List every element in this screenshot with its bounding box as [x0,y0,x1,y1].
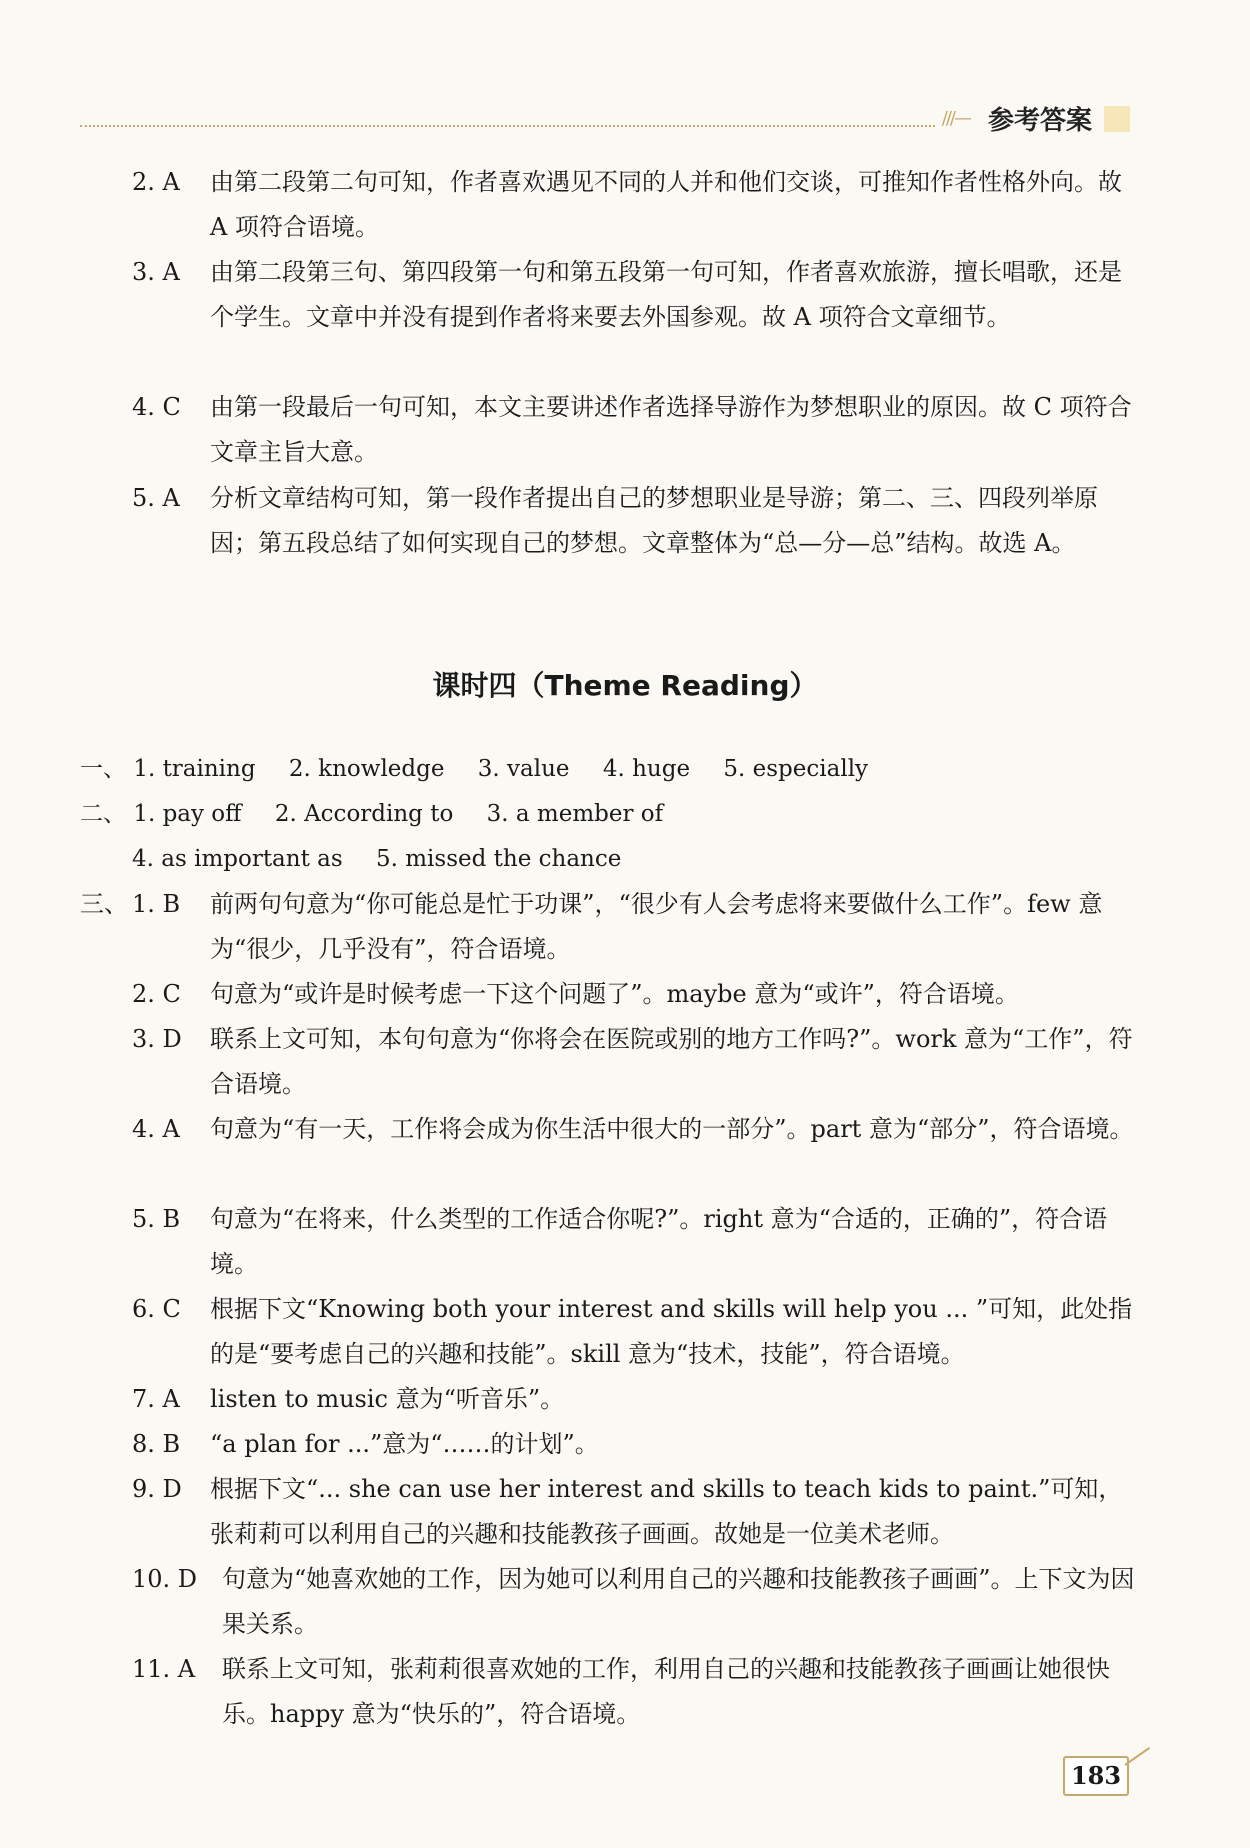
answer-number: 9. D [132,1475,182,1503]
part-one-row [80,747,894,792]
answer-explanation: 句意为“在将来，什么类型的工作适合你呢?”。right 意为“合适的，正确的”，符合语境。 [210,1205,1108,1278]
answer-explanation: 根据下文“Knowing both your interest and skills will help you ... ”可知，此处指的是“要考虑自己的兴趣和技能”。skill 意为“技术，技能”，符合语境。 [210,1295,1133,1368]
phrase-answer: 1. pay off [133,801,242,827]
answer-number: 11. A [132,1655,196,1683]
answer-number: 4. A [132,1115,180,1143]
answer-explanation: 句意为“或许是时候考虑一下这个问题了”。maybe 意为“或许”，符合语境。 [210,980,1019,1008]
answer-explanation: 由第二段第三句、第四段第一句和第五段第一句可知，作者喜欢旅游，擅长唱歌，还是个学生。文章中并没有提到作者将来要去外国参观。故 A 项符合文章细节。 [210,258,1122,331]
answer-explanation: 根据下文“... she can use her interest and skills to teach kids to paint.”可知，张莉莉可以利用自己的兴趣和技能教孩子画画。故她是一位美术老师。 [210,1475,1123,1548]
answer-explanation: listen to music 意为“听音乐”。 [210,1385,565,1413]
phrase-answer: 5. missed the chance [375,846,622,872]
answer-number: 10. D [132,1565,198,1593]
answer-number: 8. B [132,1430,181,1458]
part-label: 三、 [80,890,128,918]
vocab-answer: 3. value [477,756,570,782]
vocab-answer: 4. huge [602,756,691,782]
answer-number: 7. A [132,1385,180,1413]
answer-number: 2. C [132,980,181,1008]
header-accent-block [1104,106,1130,132]
answer-number: 6. C [132,1295,181,1323]
phrase-answer: 3. a member of [486,801,664,827]
answer-explanation: 联系上文可知，本句句意为“你将会在医院或别的地方工作吗?”。work 意为“工作”，符合语境。 [210,1025,1133,1098]
part-two-row-1 [80,792,689,837]
part-two-row-2 [132,837,647,882]
answer-explanation: 由第一段最后一句可知，本文主要讲述作者选择导游作为梦想职业的原因。故 C 项符合文章主旨大意。 [210,393,1132,466]
answer-explanation: 前两句句意为“你可能总是忙于功课”，“很少有人会考虑将来要做什么工作”。few 意为“很少，几乎没有”，符合语境。 [210,890,1103,963]
phrase-answer: 2. According to [274,801,454,827]
answer-number: 5. B [132,1205,181,1233]
answer-number: 2. A [132,168,180,196]
phrase-answer: 4. as important as [132,846,343,872]
page-header [80,98,1130,134]
answer-explanation: 分析文章结构可知，第一段作者提出自己的梦想职业是导游；第二、三、四段列举原因；第五段总结了如何实现自己的梦想。文章整体为“总—分—总”结构。故选 A。 [210,484,1098,557]
answer-number: 4. C [132,393,181,421]
header-decoration: ///— [941,108,970,129]
answer-number: 5. A [132,484,180,512]
answer-explanation: 由第二段第二句可知，作者喜欢遇见不同的人并和他们交谈，可推知作者性格外向。故 A 项符合语境。 [210,168,1122,241]
page-number: 183 [1063,1756,1129,1796]
vocab-answer: 2. knowledge [288,756,445,782]
header-rule [80,125,935,127]
answer-explanation: 句意为“她喜欢她的工作，因为她可以利用自己的兴趣和技能教孩子画画”。上下文为因果关系。 [222,1565,1135,1638]
vocab-answer: 5. especially [723,756,869,782]
vocab-answer: 1. training [133,756,256,782]
section-title: 课时四（Theme Reading） [432,669,818,702]
part-label: 一、 [80,756,126,782]
part-label: 二、 [80,801,126,827]
answer-number: 3. A [132,258,180,286]
answer-explanation: 联系上文可知，张莉莉很喜欢她的工作，利用自己的兴趣和技能教孩子画画让她很快乐。happy 意为“快乐的”，符合语境。 [222,1655,1110,1728]
answer-number: 3. D [132,1025,182,1053]
header-title: 参考答案 [987,106,1092,136]
answer-explanation: “a plan for ...”意为“……的计划”。 [210,1430,599,1458]
answer-number: 1. B [132,890,181,918]
answer-explanation: 句意为“有一天，工作将会成为你生活中很大的一部分”。part 意为“部分”，符合语境。 [210,1115,1134,1143]
